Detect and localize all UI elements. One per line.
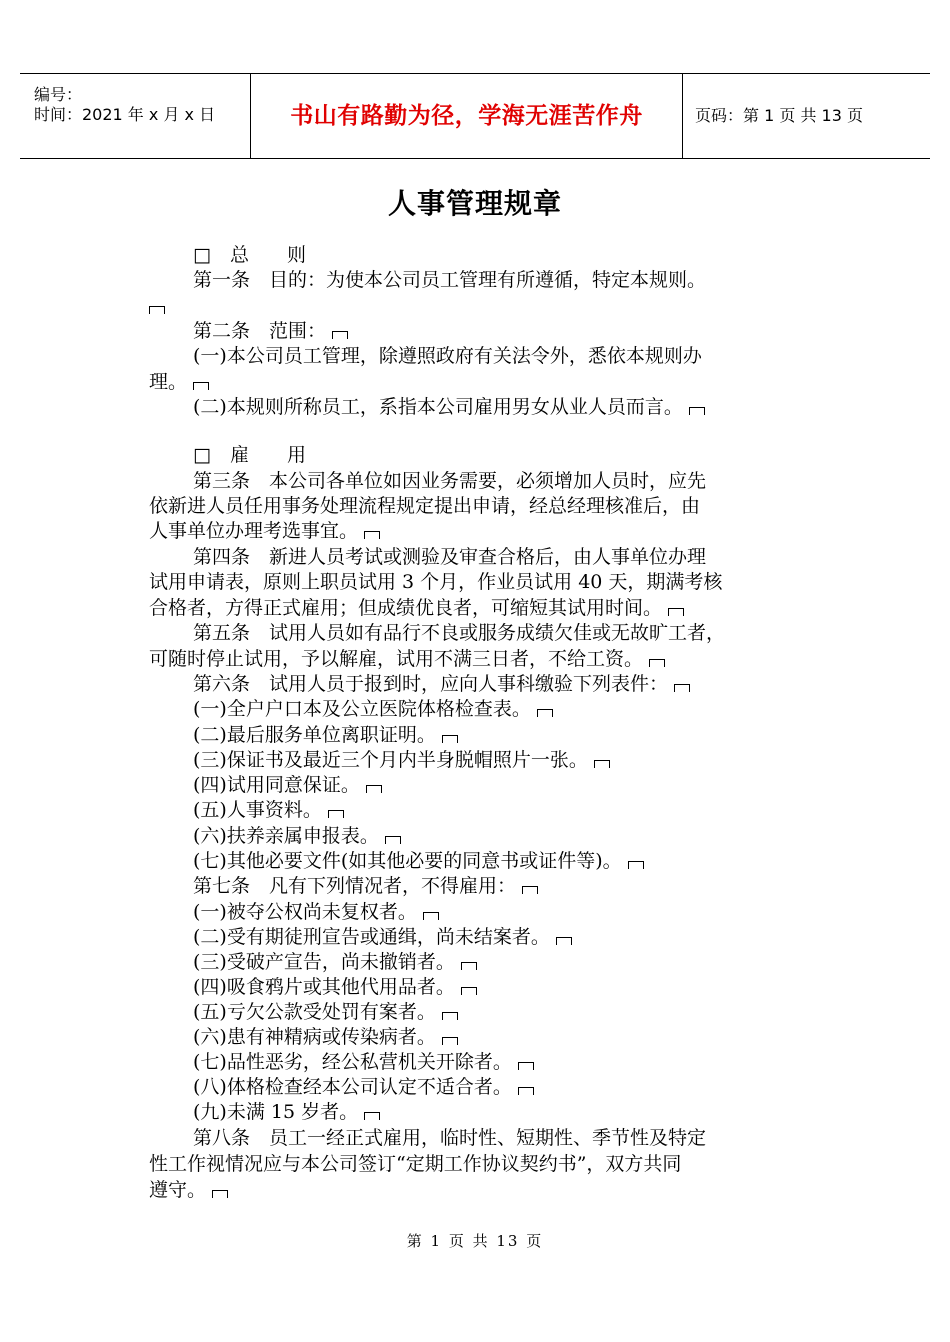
page-footer: 第 1 页 共 13 页 [406,1232,544,1250]
article-3 [193,468,706,494]
article-7-item [193,1024,458,1050]
document-number-label: 编号： [34,85,83,104]
article-4-continuation [149,595,684,621]
line-text: (五)亏欠公款受处罚有案者。 [193,1001,436,1023]
paragraph-mark-icon [518,1062,534,1070]
article-2-item-continuation [149,369,209,395]
line-text: 理。 [149,371,188,393]
paragraph-mark-icon [628,861,644,869]
line-text: (九)未满 15 岁者。 [193,1101,359,1123]
article-1 [193,267,706,293]
line-text: 第四条 新进人员考试或测验及审查合格后，由人事单位办理 [193,546,707,568]
line-text: (一)本公司员工管理，除遵照政府有关法令外，悉依本规则办 [193,345,702,367]
document-date-label: 时间：2021 年 x 月 x 日 [34,105,216,124]
paragraph-mark-icon [594,760,610,768]
line-text: (四)试用同意保证。 [193,774,360,796]
paragraph-mark-icon [364,1112,380,1120]
article-8-continuation [149,1151,681,1177]
paragraph-mark-icon [537,709,553,717]
article-7-item [193,1049,534,1075]
header-page-cell [683,74,930,158]
article-4-continuation [149,569,722,595]
paragraph-mark-icon [518,1087,534,1095]
article-5-continuation [149,646,665,672]
article-7 [193,873,538,899]
line-text: (六)患有神精病或传染病者。 [193,1026,436,1048]
line-text: (八)体格检查经本公司认定不适合者。 [193,1076,512,1098]
line-text: (二)最后服务单位离职证明。 [193,724,436,746]
article-3-continuation [149,518,380,544]
line-text: (五)人事资料。 [193,799,322,821]
paragraph-mark-icon [423,912,439,920]
article-6-item [193,772,382,798]
line-text: 第八条 员工一经正式雇用，临时性、短期性、季节性及特定 [193,1127,707,1149]
article-2-item [193,343,702,369]
line-text: 试用申请表，原则上职员试用 3 个月，作业员试用 40 天，期满考核 [149,571,723,593]
header-meta-cell [20,74,251,158]
article-7-item [193,1074,534,1100]
line-text: 第二条 范围： [193,320,327,342]
line-text: 第七条 凡有下列情况者，不得雇用： [193,875,517,897]
article-8-continuation [149,1177,228,1203]
line-text: 第五条 试用人员如有品行不良或服务成绩欠佳或无故旷工者， [193,622,726,644]
paragraph-mark-icon [328,810,344,818]
paragraph-mark-icon [668,608,684,616]
article-7-item [193,924,572,950]
article-8 [193,1125,706,1151]
line-text: 依新进人员任用事务处理流程规定提出申请，经总经理核准后，由 [149,495,701,517]
line-text: (一)全户户口本及公立医院体格检查表。 [193,698,531,720]
paragraph-mark-icon [193,382,209,390]
article-4 [193,544,706,570]
article-2 [193,318,348,344]
document-title: 人事管理规章 [387,187,562,220]
header-page-info: 页码：第 1 页 共 13 页 [695,106,863,125]
line-text: 性工作视情况应与本公司签订“定期工作协议契约书”，双方共同 [149,1153,682,1175]
paragraph-mark-icon [364,531,380,539]
article-6-item [193,696,553,722]
line-text: (七)其他必要文件(如其他必要的同意书或证件等)。 [193,850,622,872]
line-text: 合格者，方得正式雇用；但成绩优良者，可缩短其试用时间。 [149,597,663,619]
line-text: (三)保证书及最近三个月内半身脱帽照片一张。 [193,749,588,771]
line-text: (四)吸食鸦片或其他代用品者。 [193,976,455,998]
line-text: 可随时停止试用，予以解雇，试用不满三日者，不给工资。 [149,648,644,670]
line-text: (三)受破产宣告，尚未撤销者。 [193,951,455,973]
paragraph-mark-icon [385,836,401,844]
paragraph-mark-icon [689,407,705,415]
article-7-item [193,949,477,975]
article-7-item [193,899,439,925]
paragraph-mark-icon [442,1037,458,1045]
line-text: (二)本规则所称员工，系指本公司雇用男女从业人员而言。 [193,396,683,418]
paragraph-mark-icon [442,1012,458,1020]
line-text: 第三条 本公司各单位如因业务需要，必须增加人员时，应先 [193,470,707,492]
article-1-continuation [143,293,165,319]
section-heading-general [193,242,306,268]
line-text: 第六条 试用人员于报到时，应向人事科缴验下列表件： [193,673,669,695]
article-5 [193,620,725,646]
header-motto-cell [251,74,683,158]
article-6-item [193,722,458,748]
article-3-continuation [149,493,700,519]
line-text: (七)品性恶劣，经公私营机关开除者。 [193,1051,512,1073]
line-text: □ 雇 用 [193,444,306,466]
section-heading-employment [193,442,306,468]
paragraph-mark-icon [522,886,538,894]
article-7-item [193,1099,380,1125]
line-text: 遵守。 [149,1179,207,1201]
paragraph-mark-icon [649,659,665,667]
paragraph-mark-icon [442,735,458,743]
paragraph-mark-icon [674,684,690,692]
article-6-item [193,797,344,823]
paragraph-mark-icon [149,306,165,314]
line-text: (一)被夺公权尚未复权者。 [193,901,417,923]
article-6 [193,671,690,697]
paragraph-mark-icon [461,987,477,995]
paragraph-mark-icon [461,962,477,970]
line-text: (六)扶养亲属申报表。 [193,825,379,847]
article-6-item [193,747,610,773]
line-text: □ 总 则 [193,244,306,266]
article-6-item [193,823,401,849]
line-text: 人事单位办理考选事宜。 [149,520,359,542]
line-text: (二)受有期徒刑宣告或通缉，尚未结案者。 [193,926,550,948]
article-6-item [193,848,644,874]
paragraph-mark-icon [366,785,382,793]
article-2-item [193,394,705,420]
header-motto: 书山有路勤为径，学海无涯苦作舟 [290,102,643,129]
page-header [20,73,930,159]
paragraph-mark-icon [556,937,572,945]
paragraph-mark-icon [212,1190,228,1198]
paragraph-mark-icon [332,331,348,339]
article-7-item [193,999,458,1025]
article-7-item [193,974,477,1000]
line-text: 第一条 目的：为使本公司员工管理有所遵循，特定本规则。 [193,269,707,291]
